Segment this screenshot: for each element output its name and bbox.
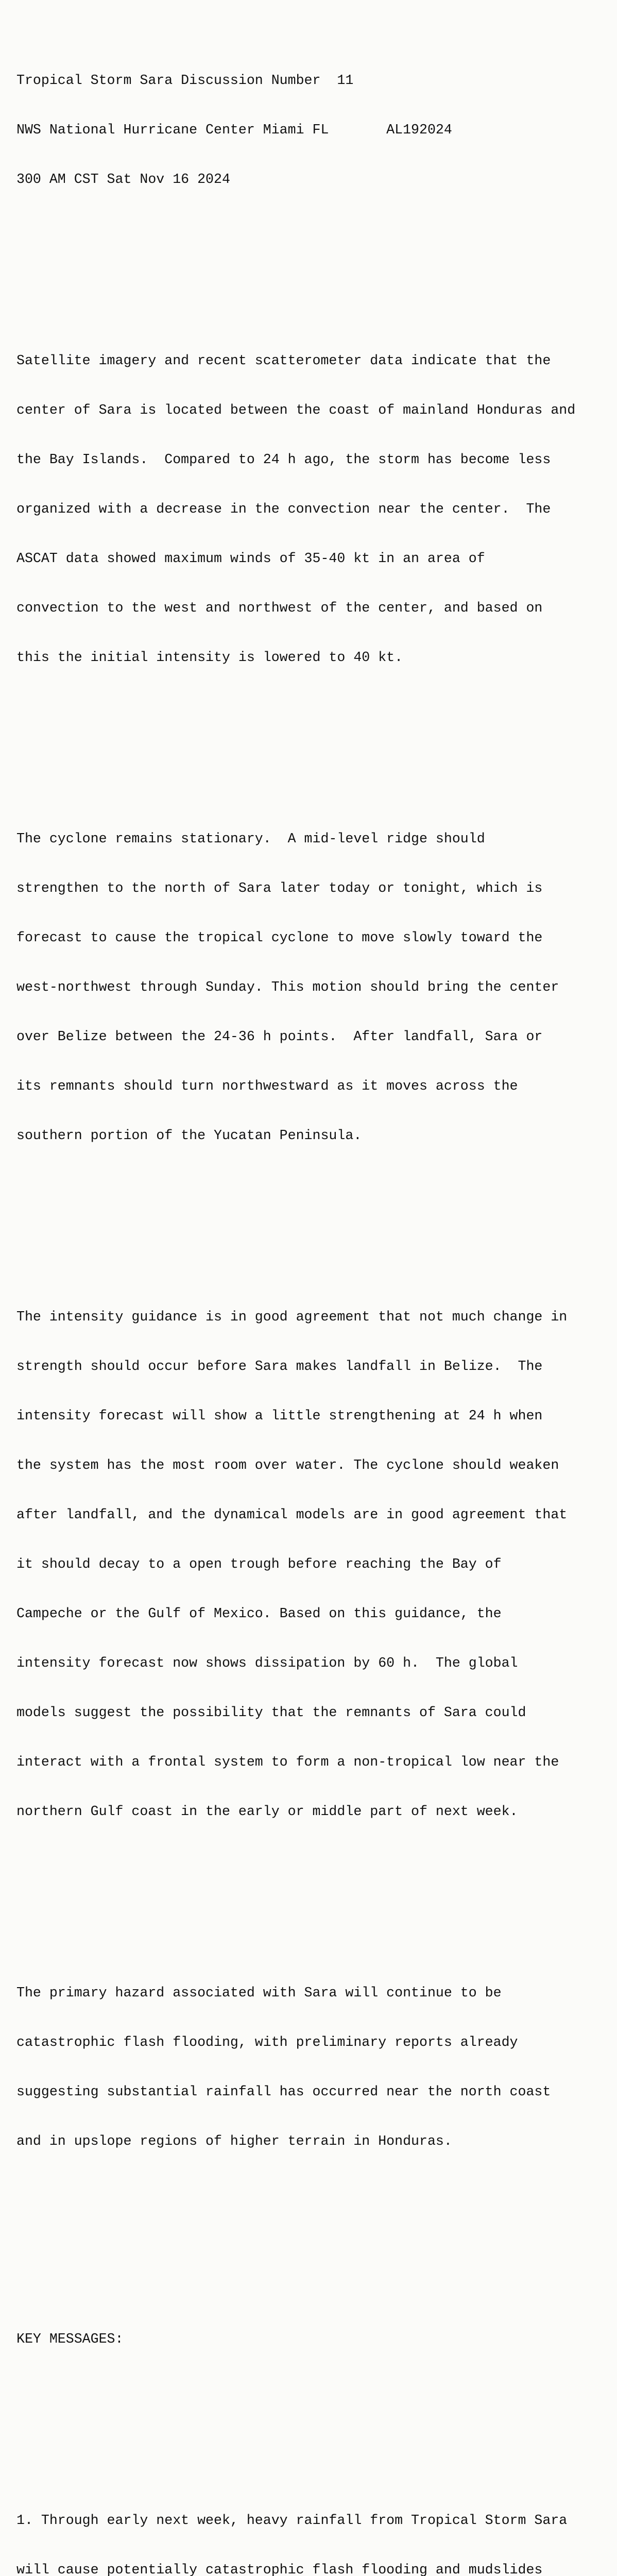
text-line: northern Gulf coast in the early or middle part of next week. — [16, 1804, 518, 1819]
text-line: the Bay Islands. Compared to 24 h ago, the storm has become less — [16, 452, 551, 467]
discussion-title: Tropical Storm Sara Discussion Number 11 — [16, 73, 354, 88]
text-line: west-northwest through Sunday. This motion should bring the center — [16, 979, 559, 995]
text-line: The intensity guidance is in good agreement that not much change in — [16, 1309, 568, 1325]
text-line: strength should occur before Sara makes landfall in Belize. The — [16, 1359, 543, 1374]
text-line: catastrophic flash flooding, with preliminary reports already — [16, 2035, 518, 2050]
paragraph-4 — [16, 1952, 614, 2182]
text-line: after landfall, and the dynamical models are in good agreement that — [16, 1507, 568, 1522]
key-message-1 — [16, 2479, 614, 2576]
text-line: The primary hazard associated with Sara will continue to be — [16, 1985, 502, 2001]
text-line: the system has the most room over water. The cyclone should weaken — [16, 1458, 559, 1473]
paragraph-2 — [16, 798, 614, 1177]
text-line: center of Sara is located between the coast of mainland Honduras and — [16, 402, 576, 418]
text-line: strengthen to the north of Sara later today or tonight, which is — [16, 880, 543, 896]
text-line: The cyclone remains stationary. A mid-level ridge should — [16, 831, 485, 846]
text-line: intensity forecast now shows dissipation by 60 h. The global — [16, 1655, 518, 1671]
text-line: will cause potentially catastrophic flash flooding and mudslides — [16, 2562, 543, 2576]
header-block — [16, 39, 614, 221]
text-line: Campeche or the Gulf of Mexico. Based on this guidance, the — [16, 1606, 502, 1621]
issuing-office: NWS National Hurricane Center Miami FL AL192024 — [16, 122, 452, 138]
text-line: forecast to cause the tropical cyclone to move slowly toward the — [16, 930, 543, 945]
text-line: it should decay to a open trough before reaching the Bay of — [16, 1556, 502, 1572]
text-line: southern portion of the Yucatan Peninsula. — [16, 1128, 362, 1143]
text-line: interact with a frontal system to form a non-tropical low near the — [16, 1754, 559, 1770]
text-line: 1. Through early next week, heavy rainfall from Tropical Storm Sara — [16, 2513, 568, 2528]
text-line: organized with a decrease in the convection near the center. The — [16, 501, 551, 517]
text-line: Satellite imagery and recent scatterometer data indicate that the — [16, 353, 551, 368]
key-messages-heading-block — [16, 2298, 614, 2380]
text-line: ASCAT data showed maximum winds of 35-40 kt in an area of — [16, 551, 485, 566]
text-line: this the initial intensity is lowered to 40 kt. — [16, 650, 403, 665]
text-line: models suggest the possibility that the remnants of Sara could — [16, 1705, 526, 1720]
paragraph-3 — [16, 1276, 614, 1853]
issue-time: 300 AM CST Sat Nov 16 2024 — [16, 172, 230, 187]
text-line: and in upslope regions of higher terrain in Honduras. — [16, 2133, 452, 2149]
text-line: suggesting substantial rainfall has occurred near the north coast — [16, 2084, 551, 2099]
text-line: convection to the west and northwest of the center, and based on — [16, 600, 543, 616]
discussion-text — [16, 6, 614, 2576]
text-line: intensity forecast will show a little strengthening at 24 h when — [16, 1408, 543, 1423]
text-line: its remnants should turn northwestward as it moves across the — [16, 1078, 518, 1094]
text-line: over Belize between the 24-36 h points. After landfall, Sara or — [16, 1029, 543, 1044]
paragraph-1 — [16, 319, 614, 699]
key-messages-heading: KEY MESSAGES: — [16, 2331, 124, 2347]
